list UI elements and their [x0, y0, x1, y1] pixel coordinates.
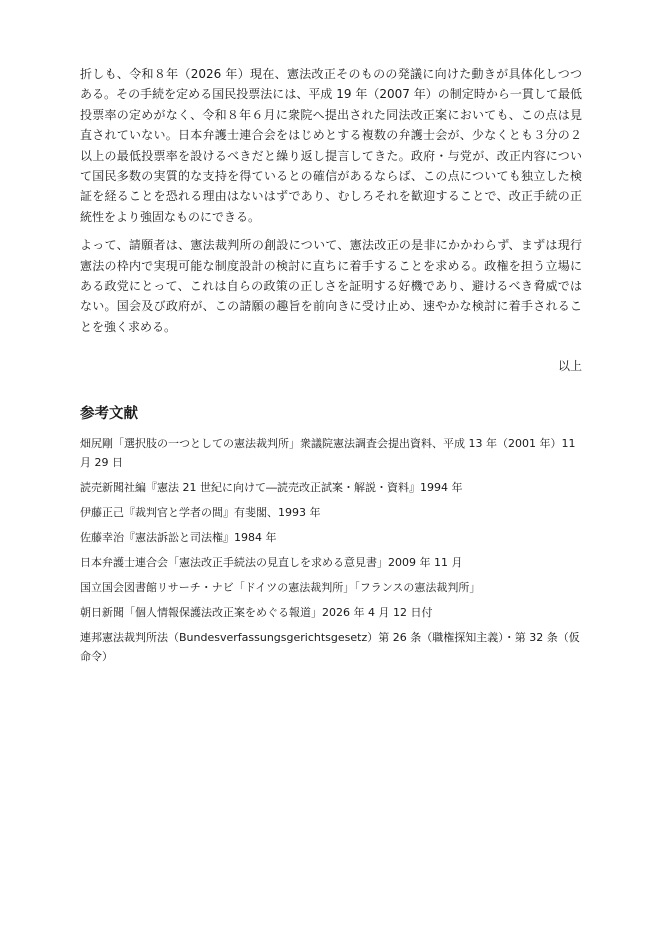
references-heading: 参考文献 [80, 406, 138, 423]
reference-item: 読売新聞社編『憲法 21 世紀に向けて―読売改正試案・解説・資料』1994 年 [80, 481, 463, 495]
reference-item: 伊藤正己『裁判官と学者の間』有斐閣、1993 年 [80, 506, 321, 520]
reference-item: 畑尻剛「選択肢の一つとしての憲法裁判所」衆議院憲法調査会提出資料、平成 13 年（2001 年）11 月 29 日 [80, 437, 576, 470]
body-paragraph-2: よって、請願者は、憲法裁判所の創設について、憲法改正の是非にかかわらず、まずは現行憲法の枠内で実現可能な制度設計の検討に直ちに着手することを求める。政権を担う立場にある政党にとって、これは自らの政策の正しさを証明する好機であり、避けるべき脅威ではない。国会及び政府が、この請願の趣旨を前向きに受け止め、速やかな検討に着手されることを強く求める。 [80, 238, 582, 334]
reference-item: 朝日新聞「個人情報保護法改正案をめぐる報道」2026 年 4 月 12 日付 [80, 606, 433, 620]
reference-item: 日本弁護士連合会「憲法改正手続法の見直しを求める意見書」2009 年 11 月 [80, 556, 463, 570]
reference-item: 国立国会図書館リサーチ・ナビ「ドイツの憲法裁判所」「フランスの憲法裁判所」 [80, 581, 481, 595]
closing-remark: 以上 [557, 359, 582, 374]
reference-item: 連邦憲法裁判所法（Bundesverfassungsgerichtsgesetz）第 26 条（職権探知主義）・第 32 条（仮命令） [80, 631, 580, 664]
references-list [80, 434, 582, 666]
reference-item: 佐藤幸治『憲法訴訟と司法権』1984 年 [80, 531, 277, 545]
body-paragraph-1: 折しも、令和８年（2026 年）現在、憲法改正そのものの発議に向けた動きが具体化しつつある。その手続を定める国民投票法には、平成 19 年（2007 年）の制定時から一貫して最低投票率の定めがなく、令和８年６月に衆院へ提出された同法改正案においても、この点は見直されていない。日本弁護士連合会をはじめとする複数の弁護士会が、少なくとも３分の２以上の最低投票率を設けるべきだと繰り返し提言してきた。政府・与党が、改正内容について国民多数の実質的な支持を得ているとの確信があるならば、この点についても独立した検証を経ることを恐れる理由はないはずであり、むしろそれを歓迎することで、改正手続の正統性をより強固なものにできる。 [80, 67, 582, 224]
